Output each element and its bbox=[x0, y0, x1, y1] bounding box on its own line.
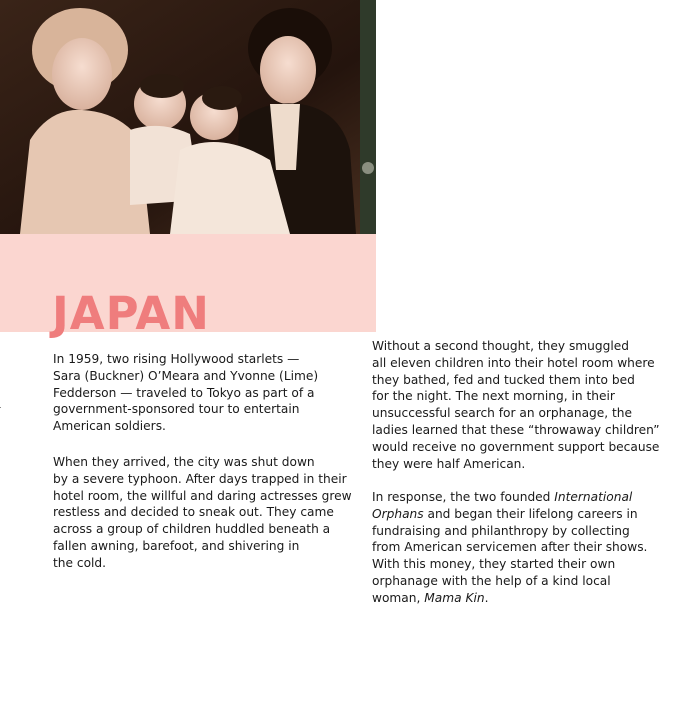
page-heading: JAPAN bbox=[52, 287, 210, 340]
person-name: Mama Kin bbox=[424, 590, 485, 605]
organization-name: International Orphans bbox=[372, 490, 633, 521]
founding-text-c: . bbox=[484, 590, 489, 605]
paragraph-arrival: When they arrived, the city was shut down by a severe typhoon. After days trapped in their hotel room, the willful and daring actresses grew restless and decided to sneak out. They came across a group of children huddled beneath a fallen awning, barefoot, and shivering in the cold. bbox=[53, 455, 352, 570]
margin-mark bbox=[0, 407, 1, 408]
photo bbox=[0, 0, 376, 234]
paragraph-intro: In 1959, two rising Hollywood starlets — Sara (Buckner) O’Meara and Yvonne (Lime) Fedderson — traveled to Tokyo as part of a government-sponsored tour to entertain American soldiers. bbox=[53, 352, 319, 434]
paragraph-rescue: Without a second thought, they smuggled all eleven children into their hotel room where they bathed, fed and tucked them into bed for the night. The next morning, in their unsuccessful search for an orphanage, the ladies learned that these “throwaway children” would receive no government support because they were half American. bbox=[372, 339, 660, 471]
founding-text-a: In response, the two founded bbox=[372, 490, 555, 504]
paragraph-founding bbox=[372, 489, 684, 607]
founding-text-b: and began their lifelong careers in fundraising and philanthropy by collecting from American servicemen after their shows. With this money, they started their own orphanage with the help of a kind local woman, bbox=[372, 506, 648, 605]
